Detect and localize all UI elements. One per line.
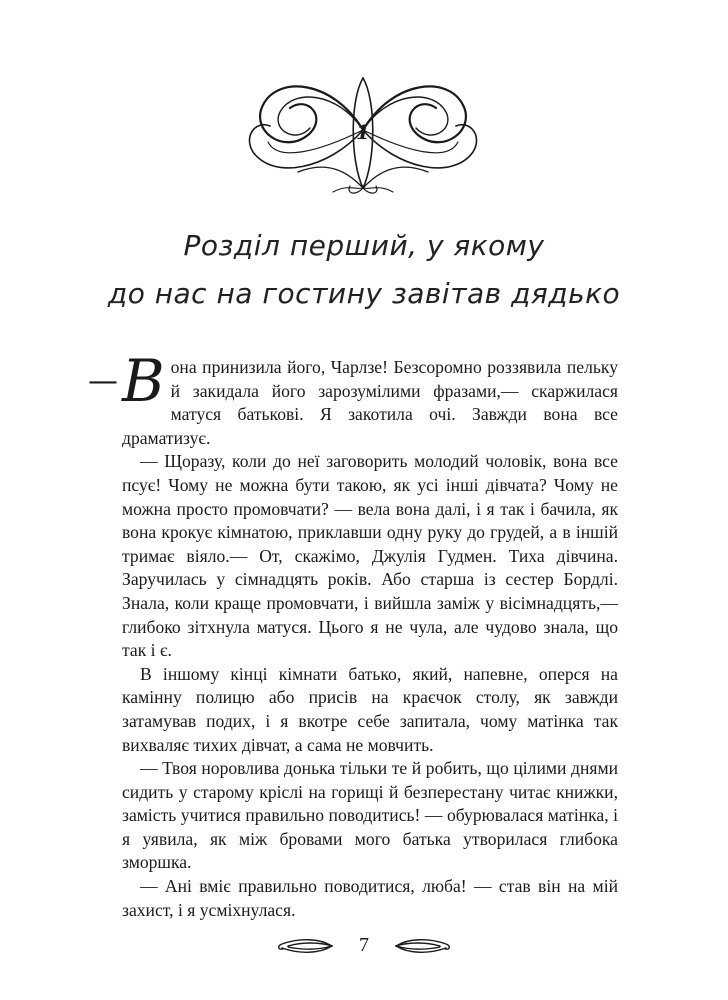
paragraph-3: В іншому кінці кімнати батько, який, напевне, оперся на камінну полицю або присів на краєчок столу, як завжди затамував подих, і я вкотре себе запитала, чому матінка так вихваляє тихих дівчат, а сама не мовчить.: [122, 663, 618, 755]
page-number: 7: [359, 934, 369, 956]
chapter-title: [80, 222, 648, 318]
chapter-number: 1: [356, 120, 370, 144]
paragraph-5: — Ані вміє правильно поводитися, люба! — став він на мій захист, і я усміхнулася.: [122, 876, 618, 920]
paragraph-1: [122, 347, 618, 450]
body-text: [122, 347, 618, 922]
dropcap-dash: —: [88, 364, 118, 399]
chapter-ornament: [238, 60, 488, 205]
chapter-title-line-1: Розділ перший, у якому: [183, 229, 545, 262]
right-flourish-icon: [394, 936, 454, 956]
paragraph-1-text: она принизила його, Чарлзе! Безсоромно роззявила пельку й закидала його зарозумілими фразами,— скаржилася матуся батькові. Я закотила очі. Завжди вона все драматизує.: [122, 357, 618, 448]
paragraph-4: — Твоя норовлива донька тільки те й робить, що цілими днями сидить у старому кріслі на горищі й безперестану читає книжки, замість учитися правильно поводитись! — обурювалася матінка, і я уявила, як між бровами мого батька утворилася глибока зморшка.: [122, 758, 618, 873]
chapter-title-line-2: до нас на гостину завітав дядько: [107, 277, 621, 310]
paragraph-2: — Щоразу, коли до неї заговорить молодий чоловік, вона все псує! Чому не можна бути такою, як усі інші дівчата? Чому не можна просто промовчати? — вела вона далі, і я так і бачила, як вона крокує кімнатою, приклавши одну руку до грудей, а в іншій тримає віяло.— От, скажімо, Джулія Гудмен. Тиха дівчина. Заручилась у сімнадцять років. Або старша із сестер Бордлі. Знала, коли краще промовчати, і вийшла заміж у вісімнадцять,— глибоко зітхнула матуся. Цього я не чула, але чудово знала, що так і є.: [122, 451, 618, 661]
page-footer: [274, 930, 454, 962]
dropcap-letter: В: [122, 347, 165, 415]
